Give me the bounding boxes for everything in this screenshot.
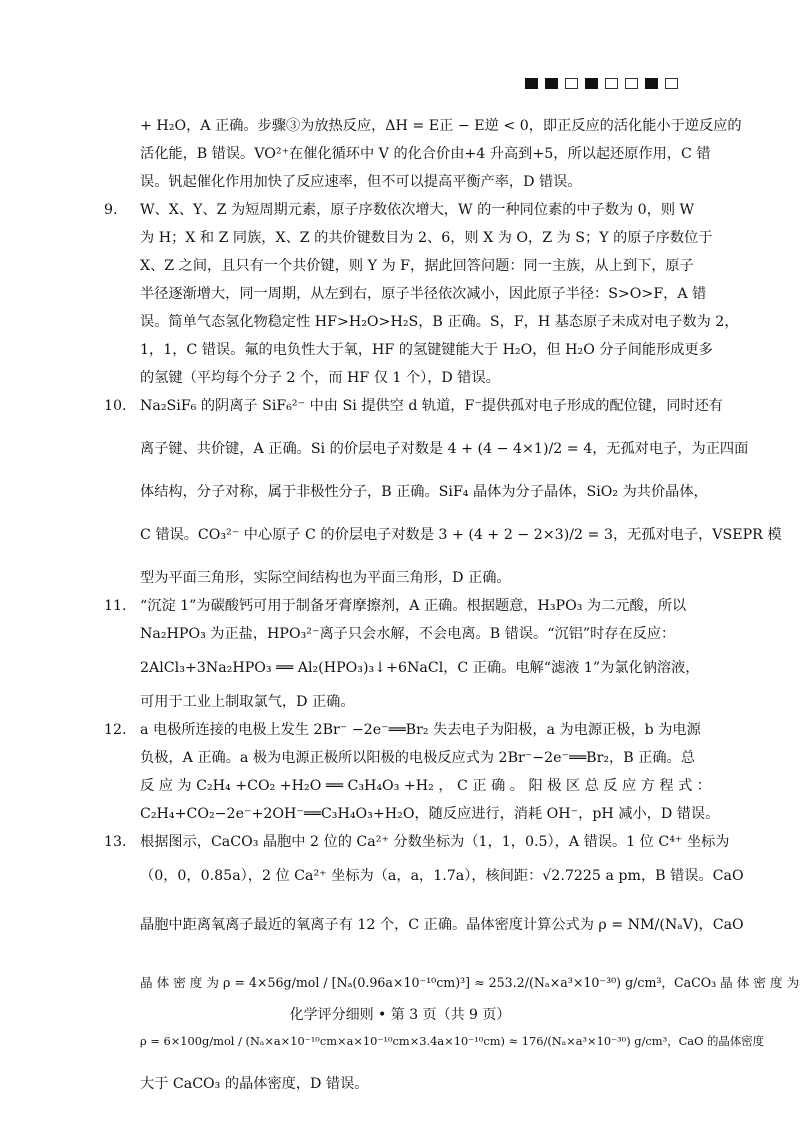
item-line: 离子键、共价键，A 正确。Si 的价层电子对数是 4 + (4 − 4×1)/2 = 4，无孤对电子，为正四面 xyxy=(140,441,749,457)
item-line: 1，1，C 错误。氟的电负性大于氧，HF 的氢键键能大于 H₂O，但 H₂O 分子间能形成更多 xyxy=(140,342,713,358)
page-content xyxy=(104,112,800,1098)
answer-item-10 xyxy=(104,392,782,592)
item-line: 晶胞中距离氧离子最近的氧离子有 12 个，C 正确。晶体密度计算公式为 ρ = NM/(NₐV)，CaO xyxy=(140,917,744,933)
item-line: C₂H₄+CO₂−2e⁻+2OH⁻══C₃H₄O₃+H₂O，随反应进行，消耗 OH⁻，pH 减小，D 错误。 xyxy=(140,806,720,822)
item-line: ρ = 6×100g/mol / (Nₐ×a×10⁻¹⁰cm×a×10⁻¹⁰cm×3.4a×10⁻¹⁰cm) ≈ 176/(Nₐ×a³×10⁻³⁰) g/cm³，CaO 的晶体密度 xyxy=(140,1034,764,1048)
mark-empty xyxy=(625,78,638,89)
item-line: （0，0，0.85a），2 位 Ca²⁺ 坐标为（a，a，1.7a），核间距：√2.7225 a pm，B 错误。CaO xyxy=(140,868,744,884)
header-marks xyxy=(525,78,678,89)
item-line: Na₂SiF₆ 的阴离子 SiF₆²⁻ 中由 Si 提供空 d 轨道，F⁻提供孤对电子形成的配位键，同时还有 xyxy=(140,398,723,414)
mark-filled xyxy=(645,78,658,89)
page-footer: 化学评分细则 • 第 3 页（共 9 页） xyxy=(289,1007,511,1023)
item-line: 大于 CaCO₃ 的晶体密度，D 错误。 xyxy=(140,1076,369,1092)
mark-filled xyxy=(545,78,558,89)
mark-filled xyxy=(525,78,538,89)
item-line: W、X、Y、Z 为短周期元素，原子序数依次增大，W 的一种同位素的中子数为 0，则 W xyxy=(140,202,695,218)
intro-line: + H₂O，A 正确。步骤③为放热反应，ΔH = E正 − E逆 < 0，即正反应的活化能小于逆反应的 xyxy=(140,118,742,134)
intro-line: 误。钒起催化作用加快了反应速率，但不可以提高平衡产率，D 错误。 xyxy=(140,174,582,190)
mark-empty xyxy=(665,78,678,89)
item-number: 10. xyxy=(104,398,127,414)
item-line: X、Z 之间，且只有一个共价键，则 Y 为 F，据此回答问题：同一主族，从上到下，原子 xyxy=(140,258,694,274)
item-line: a 电极所连接的电极上发生 2Br⁻ −2e⁻══Br₂ 失去电子为阳极，a 为电源正极，b 为电源 xyxy=(140,722,701,738)
mark-empty xyxy=(605,78,618,89)
answer-item-13 xyxy=(104,828,800,1098)
item-line: Na₂HPO₃ 为正盐，HPO₃²⁻离子只会水解，不会电离。B 错误。“沉铝”时存在反应： xyxy=(140,626,676,642)
item-line: “沉淀 1”为碳酸钙可用于制备牙膏摩擦剂，A 正确。根据题意，H₃PO₃ 为二元酸，所以 xyxy=(140,598,687,614)
mark-filled xyxy=(585,78,598,89)
item-line: 2AlCl₃+3Na₂HPO₃ ══ Al₂(HPO₃)₃↓+6NaCl，C 正确。电解“滤液 1”为氯化钠溶液， xyxy=(140,660,700,676)
item-line: 半径逐渐增大，同一周期，从左到右，原子半径依次减小，因此原子半径：S>O>F，A 错 xyxy=(140,286,707,302)
item-line: 型为平面三角形，实际空间结构也为平面三角形，D 正确。 xyxy=(140,570,511,586)
item-line: C 错误。CO₃²⁻ 中心原子 C 的价层电子对数是 3 + (4 + 2 − 2×3)/2 = 3，无孤对电子，VSEPR 模 xyxy=(140,527,782,543)
item-line: 晶 体 密 度 为 ρ = 4×56g/mol / [Nₐ(0.96a×10⁻¹⁰cm)³] ≈ 253.2/(Nₐ×a³×10⁻³⁰) g/cm³，CaCO₃ 晶 体 密 度 为 xyxy=(140,975,800,990)
answer-item-9 xyxy=(104,196,739,392)
item-line: 误。简单气态氢化物稳定性 HF>H₂O>H₂S，B 正确。S，F，H 基态原子未成对电子数为 2， xyxy=(140,314,739,330)
item-number: 9. xyxy=(104,202,118,218)
item-line: 体结构，分子对称，属于非极性分子，B 正确。SiF₄ 晶体为分子晶体，SiO₂ 为共价晶体， xyxy=(140,484,708,500)
item-line: 可用于工业上制取氯气，D 正确。 xyxy=(140,694,355,710)
item-line: 的氢键（平均每个分子 2 个，而 HF 仅 1 个），D 错误。 xyxy=(140,370,500,386)
answer-item-11 xyxy=(104,592,710,716)
item-line: 为 H；X 和 Z 同族，X、Z 的共价键数目为 2、6，则 X 为 O，Z 为 S；Y 的原子序数位于 xyxy=(140,230,713,246)
mark-empty xyxy=(565,78,578,89)
answer-item-12 xyxy=(104,716,720,828)
item-number: 13. xyxy=(104,834,127,850)
intro-line: 活化能，B 错误。VO²⁺在催化循环中 V 的化合价由+4 升高到+5，所以起还原作用，C 错 xyxy=(140,146,711,162)
item-line: 根据图示，CaCO₃ 晶胞中 2 位的 Ca²⁺ 分数坐标为（1，1，0.5），A 错误。1 位 C⁴⁺ 坐标为 xyxy=(140,834,730,850)
item-line: 反 应 为 C₂H₄ +CO₂ +H₂O ══ C₃H₄O₃ +H₂ ， C 正 确 。 阳 极 区 总 反 应 方 程 式 ： xyxy=(140,778,711,794)
item-number: 12. xyxy=(104,722,127,738)
item-number: 11. xyxy=(104,598,127,614)
item-line: 负极，A 正确。a 极为电源正极所以阳极的电极反应式为 2Br⁻−2e⁻══Br₂，B 正确。总 xyxy=(140,750,695,766)
